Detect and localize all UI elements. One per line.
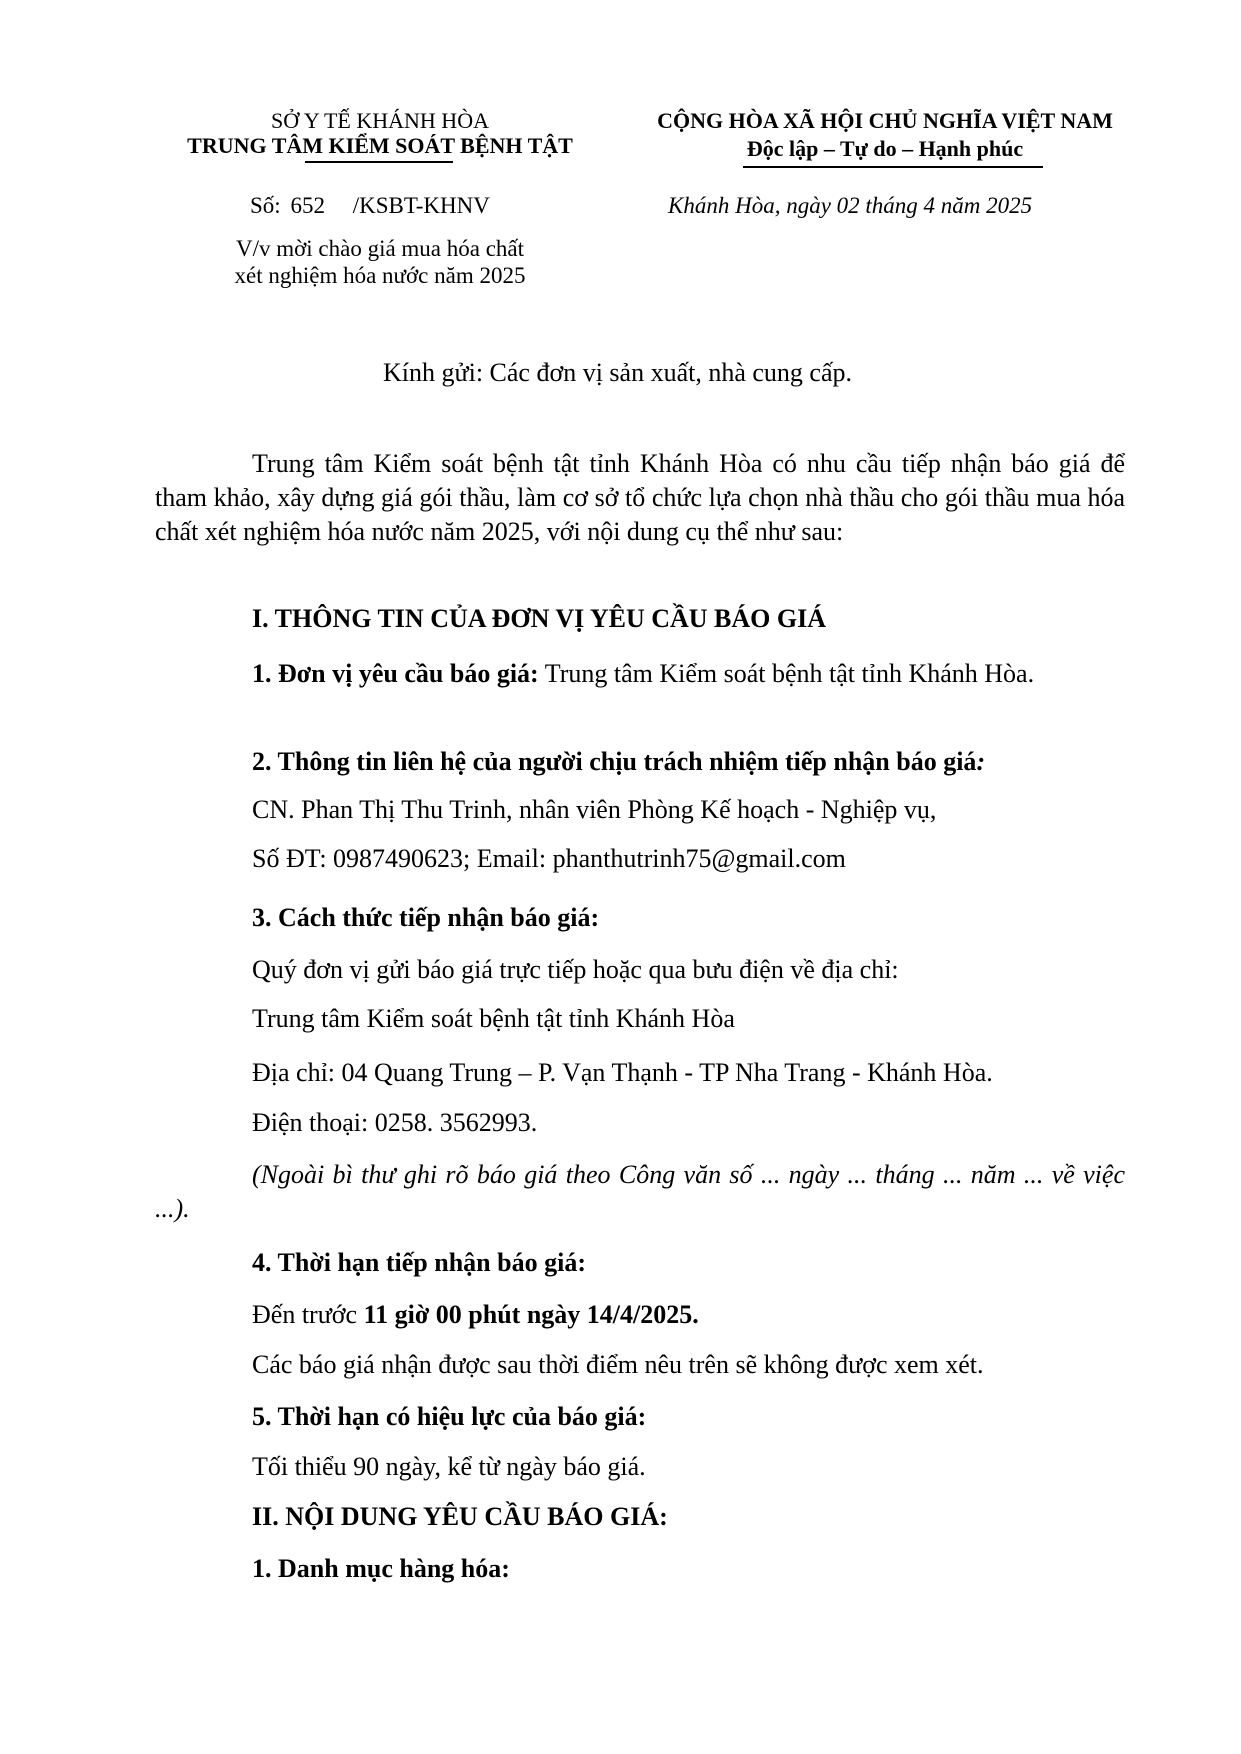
section-1-item-3: 3. Cách thức tiếp nhận báo giá: <box>252 903 600 932</box>
delivery-address: Địa chỉ: 04 Quang Trung – P. Vạn Thạnh - TP Nha Trang - Khánh Hòa. <box>252 1058 993 1087</box>
validity-period: Tối thiểu 90 ngày, kể từ ngày báo giá. <box>252 1452 646 1481</box>
item-1-label: 1. Đơn vị yêu cầu báo giá: <box>252 659 539 688</box>
section-1-title: I. THÔNG TIN CỦA ĐƠN VỊ YÊU CẦU BÁO GIÁ <box>252 604 827 633</box>
contact-person: CN. Phan Thị Thu Trinh, nhân viên Phòng Kế hoạch - Nghiệp vụ, <box>252 795 937 824</box>
section-1-item-5: 5. Thời hạn có hiệu lực của báo giá: <box>252 1402 647 1431</box>
number-value: 652 <box>290 193 325 218</box>
national-motto: Độc lập – Tự do – Hạnh phúc <box>746 136 1024 161</box>
number-suffix: /KSBT-KHNV <box>352 193 490 218</box>
section-1-item-2 <box>252 747 985 777</box>
place-date: Khánh Hòa, ngày 02 tháng 4 năm 2025 <box>668 193 1033 218</box>
deadline-note: Các báo giá nhận được sau thời điểm nêu trên sẽ không được xem xét. <box>252 1350 984 1379</box>
section-2-item-1: 1. Danh mục hàng hóa: <box>252 1554 510 1583</box>
item-1-value: Trung tâm Kiểm soát bệnh tật tỉnh Khánh Hòa. <box>538 659 1035 688</box>
country-name: CỘNG HÒA XÃ HỘI CHỦ NGHĨA VIỆT NAM <box>657 108 1113 133</box>
item-2-label: 2. Thông tin liên hệ của người chịu trách nhiệm tiếp nhận báo giá <box>252 747 977 776</box>
organization-underline <box>305 161 453 163</box>
section-1-item-1 <box>155 656 1125 692</box>
delivery-instruction: Quý đơn vị gửi báo giá trực tiếp hoặc qua bưu điện về địa chỉ: <box>252 955 899 984</box>
envelope-note: (Ngoài bì thư ghi rõ báo giá theo Công văn số ... ngày ... tháng ... năm ... về việc ...). <box>155 1160 1125 1223</box>
item-2-colon: : <box>976 747 986 776</box>
section-1-item-4: 4. Thời hạn tiếp nhận báo giá: <box>252 1248 586 1277</box>
delivery-recipient: Trung tâm Kiểm soát bệnh tật tỉnh Khánh Hòa <box>252 1004 735 1033</box>
contact-phone-email: Số ĐT: 0987490623; Email: phanthutrinh75@gmail.com <box>252 844 846 873</box>
delivery-phone: Điện thoại: 0258. 3562993. <box>252 1108 538 1137</box>
deadline <box>252 1300 699 1330</box>
document-number <box>250 193 490 219</box>
organization-name: TRUNG TÂM KIỂM SOÁT BỆNH TẬT <box>187 133 573 158</box>
motto-underline <box>743 166 1043 168</box>
subject-line-1: V/v mời chào giá mua hóa chất <box>235 236 525 261</box>
deadline-prefix: Đến trước <box>252 1300 364 1329</box>
intro-paragraph: Trung tâm Kiểm soát bệnh tật tỉnh Khánh Hòa có nhu cầu tiếp nhận báo giá để tham khảo, xây dựng giá gói thầu, làm cơ sở tổ chức lựa chọn nhà thầu cho gói thầu mua hóa chất xét nghiệm hóa nước năm 2025, với nội dung cụ thể như sau: <box>155 449 1125 546</box>
department-name: SỞ Y TẾ KHÁNH HÒA <box>271 108 489 133</box>
deadline-value: 11 giờ 00 phút ngày 14/4/2025. <box>363 1300 699 1329</box>
section-2-title: II. NỘI DUNG YÊU CẦU BÁO GIÁ: <box>252 1502 668 1531</box>
recipient: Kính gửi: Các đơn vị sản xuất, nhà cung cấp. <box>383 358 853 387</box>
subject-line-2: xét nghiệm hóa nước năm 2025 <box>234 263 526 288</box>
number-label: Số: <box>250 193 281 218</box>
